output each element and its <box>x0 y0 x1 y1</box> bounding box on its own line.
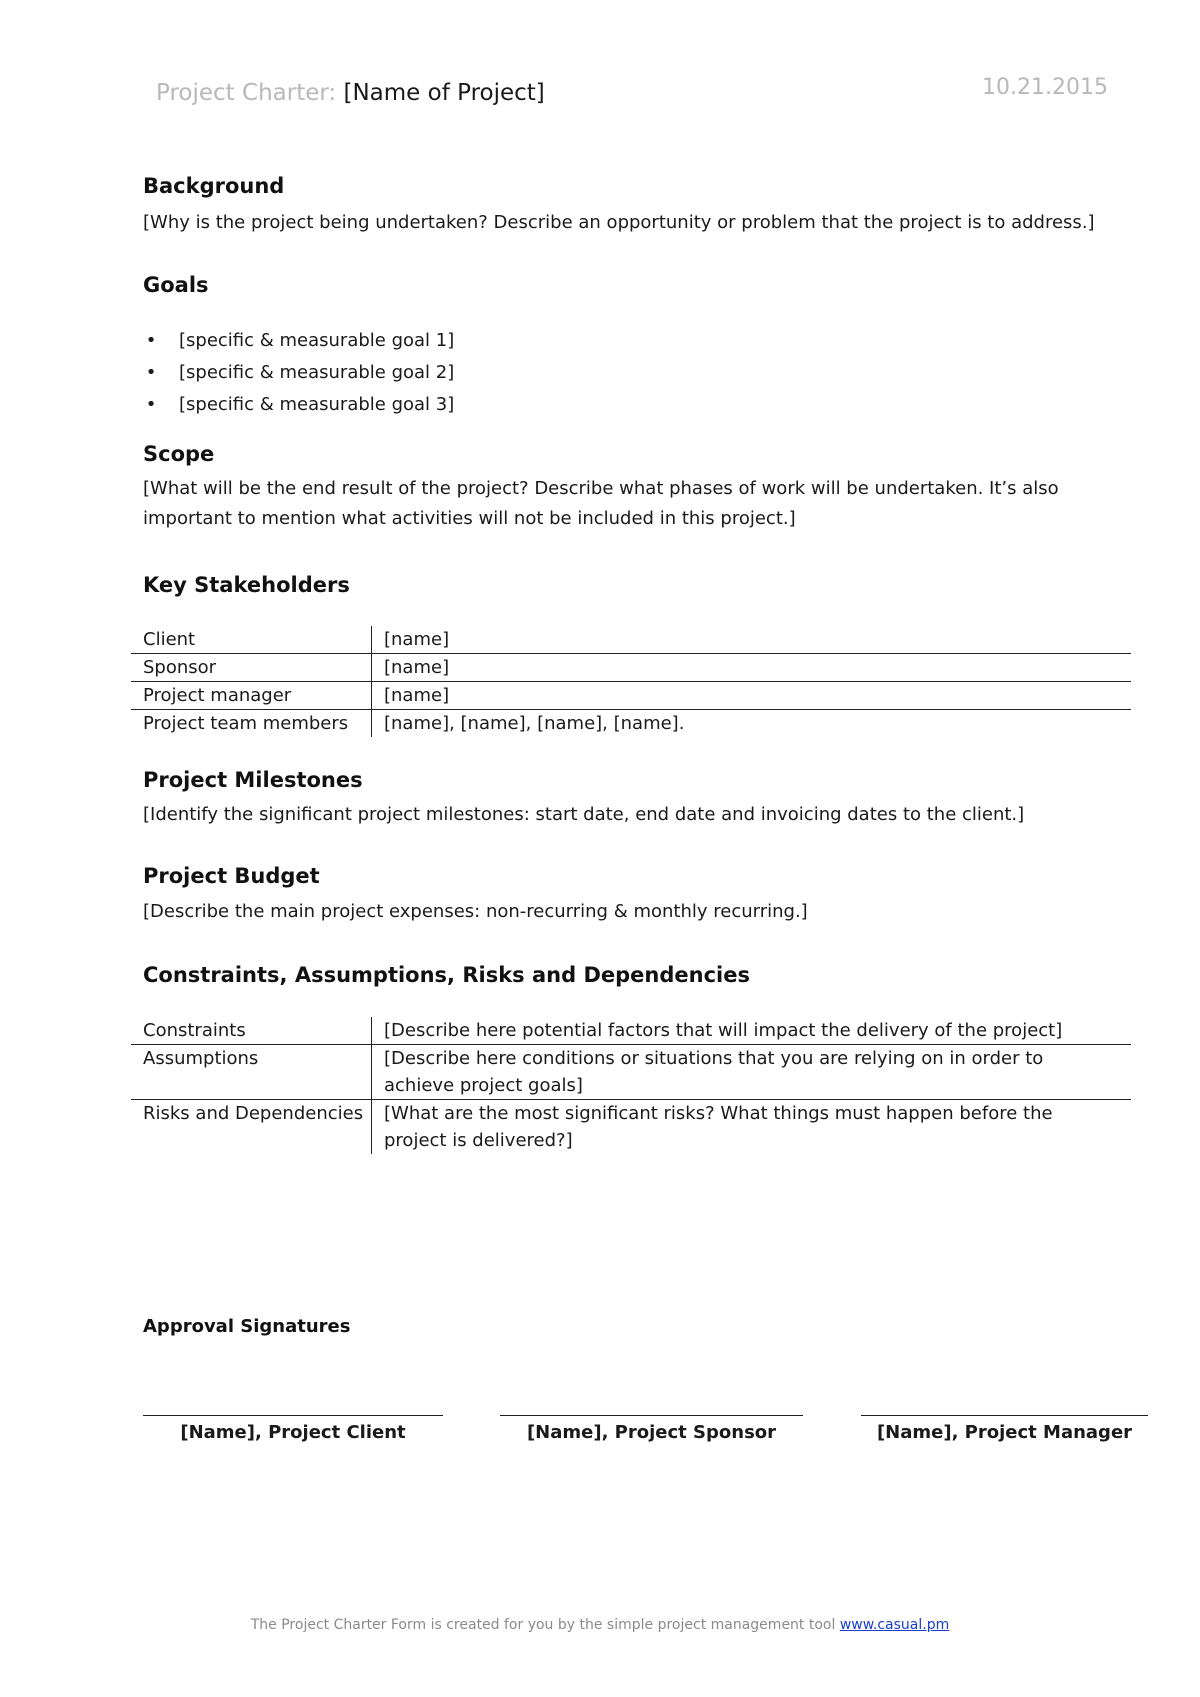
milestones-text: [Identify the significant project milestones: start date, end date and invoicing dates to the client.] <box>143 804 1025 825</box>
table-row <box>131 1017 1131 1045</box>
stakeholder-name: [name] <box>384 629 450 650</box>
title-prefix: Project Charter: <box>156 80 337 106</box>
project-name: [Name of Project] <box>343 80 545 106</box>
background-heading: Background <box>143 174 285 198</box>
stakeholders-heading: Key Stakeholders <box>143 573 350 597</box>
constraint-value: [Describe here conditions or situations that you are relying on in order to achieve project goals] <box>372 1045 1132 1100</box>
table-row <box>131 682 1131 710</box>
constraint-label: Assumptions <box>131 1045 372 1100</box>
table-row <box>131 626 1131 654</box>
footer-link[interactable]: www.casual.pm <box>839 1617 950 1633</box>
signature-label: [Name], Project Sponsor <box>526 1422 777 1443</box>
footer-text: The Project Charter Form is created for you by the simple project management tool <box>250 1617 836 1633</box>
goal-item <box>143 325 454 357</box>
goal-text: [specific & measurable goal 1] <box>179 330 455 351</box>
footer <box>0 1617 1200 1633</box>
table-row <box>131 710 1131 738</box>
signature-label: [Name], Project Manager <box>876 1422 1133 1443</box>
signature-label: [Name], Project Client <box>180 1422 406 1443</box>
document-title <box>156 80 545 106</box>
constraint-value: [What are the most significant risks? What things must happen before the project is delivered?] <box>372 1100 1132 1155</box>
table-row <box>131 1100 1131 1155</box>
milestones-heading: Project Milestones <box>143 768 363 792</box>
goal-item <box>143 389 454 421</box>
bullet-icon: • <box>145 394 157 415</box>
constraint-label: Constraints <box>131 1017 372 1045</box>
signature-line <box>861 1415 1148 1416</box>
signature-line <box>500 1415 803 1416</box>
scope-text: [What will be the end result of the project? Describe what phases of work will be undertaken. It’s also important to mention what activities will not be included in this project.] <box>143 478 1059 529</box>
stakeholder-role: Project team members <box>131 710 372 738</box>
goal-text: [specific & measurable goal 3] <box>179 394 455 415</box>
approval-heading: Approval Signatures <box>143 1316 351 1337</box>
goals-list <box>143 325 454 421</box>
stakeholder-role: Sponsor <box>131 654 372 682</box>
constraint-value: [Describe here potential factors that will impact the delivery of the project] <box>384 1020 1063 1041</box>
bullet-icon: • <box>145 362 157 383</box>
goal-item <box>143 357 454 389</box>
stakeholder-role: Project manager <box>131 682 372 710</box>
table-row <box>131 654 1131 682</box>
constraint-label: Risks and Dependencies <box>131 1100 372 1155</box>
constraints-heading: Constraints, Assumptions, Risks and Dependencies <box>143 963 750 987</box>
stakeholders-table <box>131 626 1131 737</box>
background-text: [Why is the project being undertaken? Describe an opportunity or problem that the project is to address.] <box>143 212 1095 233</box>
constraints-table <box>131 1017 1131 1154</box>
stakeholder-name: [name] <box>372 654 1132 682</box>
table-row <box>131 1045 1131 1100</box>
document-date: 10.21.2015 <box>982 75 1108 100</box>
goals-heading: Goals <box>143 273 209 297</box>
stakeholder-name: [name], [name], [name], [name]. <box>372 710 1132 738</box>
bullet-icon: • <box>145 330 157 351</box>
goal-text: [specific & measurable goal 2] <box>179 362 455 383</box>
scope-heading: Scope <box>143 442 215 466</box>
signature-line <box>143 1415 443 1416</box>
stakeholder-name: [name] <box>372 682 1132 710</box>
budget-heading: Project Budget <box>143 864 320 888</box>
stakeholder-role: Client <box>131 626 372 654</box>
budget-text: [Describe the main project expenses: non-recurring & monthly recurring.] <box>143 901 808 922</box>
